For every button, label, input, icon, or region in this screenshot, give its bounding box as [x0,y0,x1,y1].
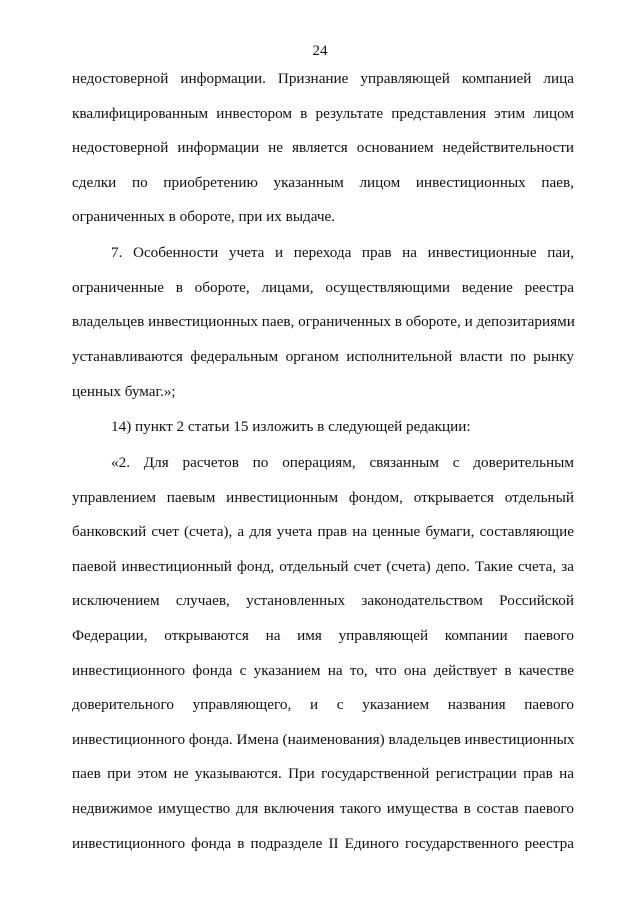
text-line: банковский счет (счета), а для учета прав на ценные бумаги, составляющие [72,523,574,541]
text-line: ограниченные в обороте, лицами, осуществляющими ведение реестра [72,278,574,296]
text-line: 14) пункт 2 статьи 15 изложить в следующей редакции: [111,418,471,436]
text-line: недостоверной информации не является основанием недействительности [72,139,574,157]
text-line: доверительного управляющего, и с указанием названия паевого [72,696,574,714]
paragraph-item-14 [72,410,574,445]
paragraph-clause-2 [72,446,574,861]
text-line: инвестиционного фонда. Имена (наименования) владельцев инвестиционных [72,730,575,748]
text-line: управлением паевым инвестиционным фондом, открывается отдельный [72,488,574,506]
text-line: инвестиционного фонда с указанием на то, что она действует в качестве [72,661,574,679]
text-line: недвижимое имущество для включения такого имущества в состав паевого [72,800,574,818]
text-line: паев при этом не указываются. При государственной регистрации прав на [72,765,574,783]
text-line: недостоверной информации. Признание управляющей компанией лица [72,70,574,87]
text-line: владельцев инвестиционных паев, ограниченных в обороте, и депозитариями [72,313,575,331]
text-line: сделки по приобретению указанным лицом инвестиционных паев, [72,173,574,191]
text-line: исключением случаев, установленных законодательством Российской [72,592,574,610]
text-line: Федерации, открываются на имя управляющей компании паевого [72,627,574,645]
text-line: ограниченных в обороте, при их выдаче. [72,208,336,226]
text-line: устанавливаются федеральным органом исполнительной власти по рынку [72,347,574,365]
text-line: ценных бумаг.»; [72,382,176,400]
paragraph-continuation [72,62,574,235]
page-number: 24 [312,43,328,59]
document-body [72,62,574,861]
paragraph-item-7 [72,236,574,409]
text-line: 7. Особенности учета и перехода прав на инвестиционные паи, [111,244,574,262]
text-line: квалифицированным инвестором в результате представления этим лицом [72,104,574,122]
text-line: паевой инвестиционный фонд, отдельный счет (счета) депо. Такие счета, за [72,557,574,575]
text-line: «2. Для расчетов по операциям, связанным с доверительным [111,454,574,472]
text-line: инвестиционного фонда в подразделе II Единого государственного реестра [72,834,574,852]
